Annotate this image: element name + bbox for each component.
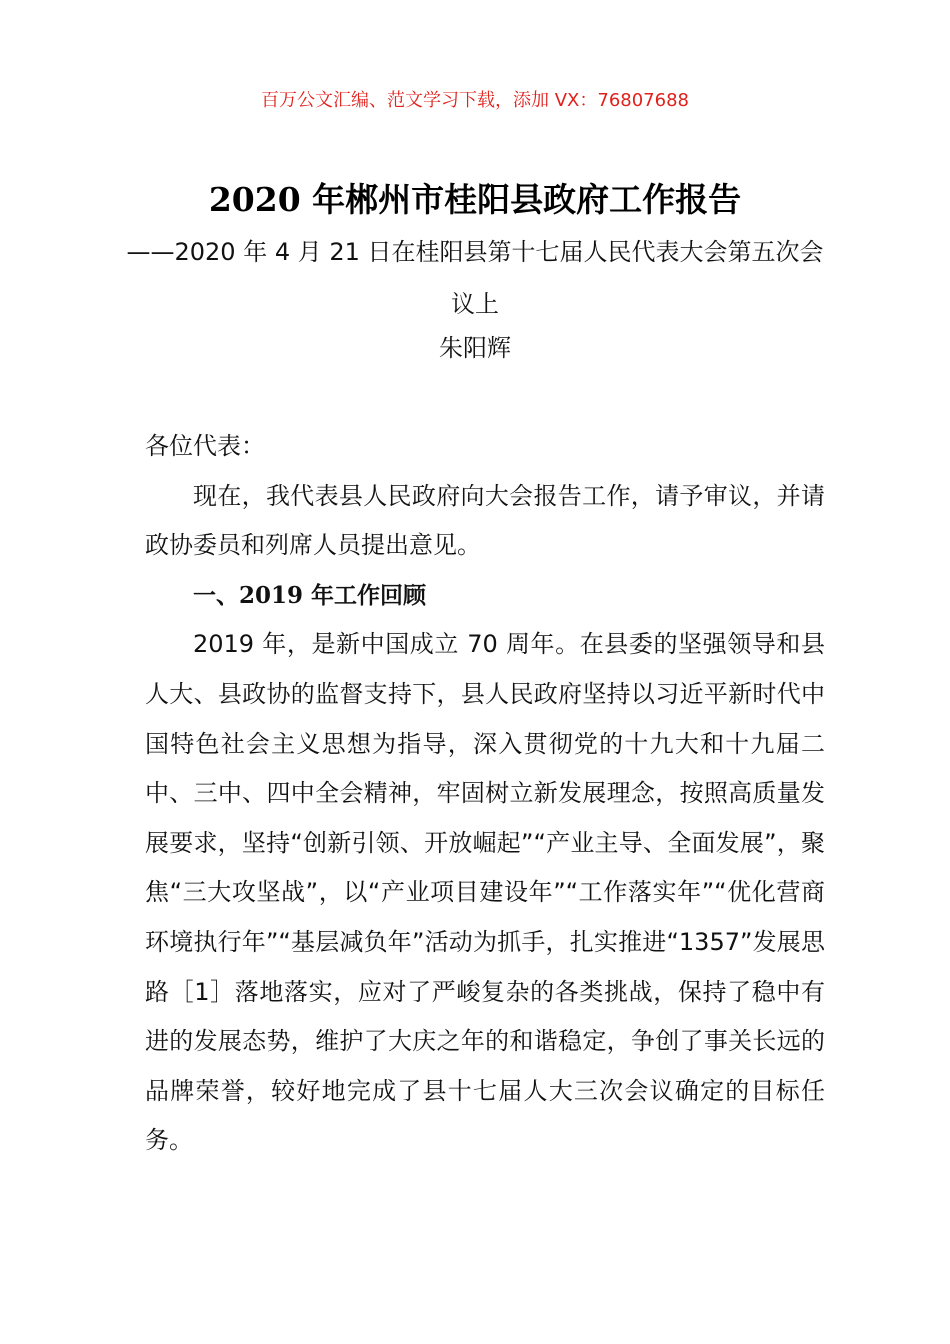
salutation: 各位代表： (145, 432, 265, 460)
intro-paragraph: 现在，我代表县人民政府向大会报告工作，请予审议，并请政协委员和列席人员提出意见。 (145, 481, 825, 560)
document-subtitle: ——2020 年 4 月 21 日在桂阳县第十七届人民代表大会第五次会议上 (126, 238, 824, 318)
document-body (145, 422, 825, 1166)
watermark-text: 百万公文汇编、范文学习下载，添加 VX：76807688 (261, 90, 689, 111)
section-heading: 一、2019 年工作回顾 (193, 581, 427, 609)
section-paragraph: 2019 年，是新中国成立 70 周年。在县委的坚强领导和县人大、县政协的监督支持下，县人民政府坚持以习近平新时代中国特色社会主义思想为指导，深入贯彻党的十九大和十九届二中、三中、四中全会精神，牢固树立新发展理念，按照高质量发展要求，坚持“创新引领、开放崛起”“产业主导、全面发展”，聚焦“三大攻坚战”，以“产业项目建设年”“工作落实年”“优化营商环境执行年”“基层减负年”活动为抓手，扎实推进“1357”发展思路［1］落地落实，应对了严峻复杂的各类挑战，保持了稳中有进的发展态势，维护了大庆之年的和谐稳定，争创了事关长远的品牌荣誉，较好地完成了县十七届人大三次会议确定的目标任务。 (145, 630, 825, 1155)
author-name: 朱阳辉 (439, 334, 511, 362)
document-title: 2020 年郴州市桂阳县政府工作报告 (208, 180, 742, 219)
